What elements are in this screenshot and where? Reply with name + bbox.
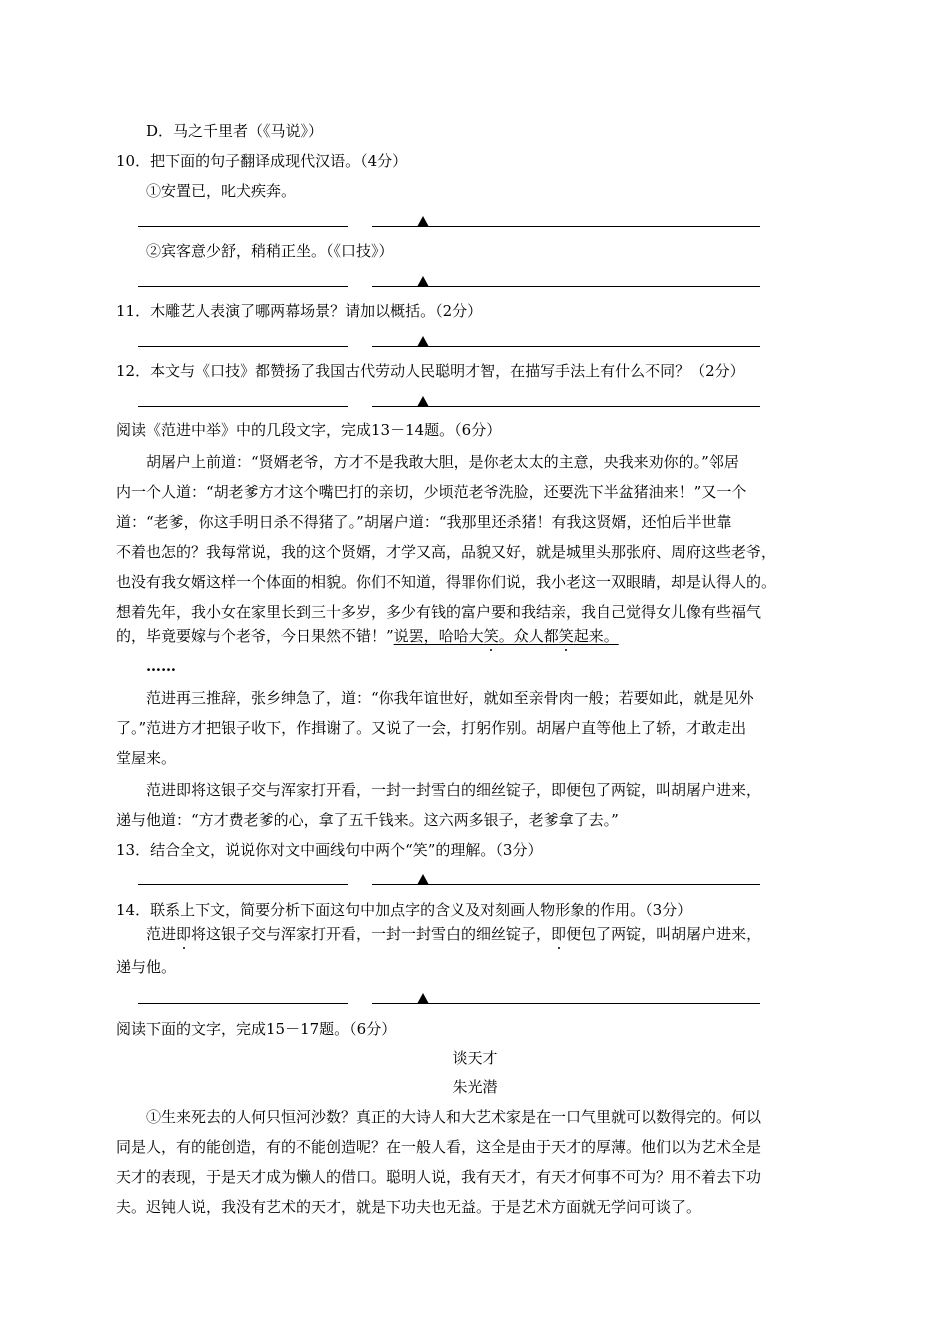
passage-line: 胡屠户上前道：“贤婿老爷，方才不是我敢大胆，是你老太太的主意，央我来劝你的。”邻居 xyxy=(146,453,739,471)
passage-line: 也没有我女婿这样一个体面的相貌。你们不知道，得罪你们说，我小老这一双眼睛，却是认得人的。 xyxy=(116,573,777,591)
passage-line xyxy=(116,626,619,646)
passage-line: 内一个人道：“胡老爹方才这个嘴巴打的亲切，少顷范老爷洗脸，还要洗下半盆猪油来！”又一个 xyxy=(116,483,747,501)
passage-line: 了。”范进方才把银子收下，作揖谢了。又说了一会，打躬作别。胡屠户直等他上了轿，才敢走出 xyxy=(116,719,747,737)
passage-line: 天才的表现，于是天才成为懒人的借口。聪明人说，我有天才，有天才何事不可为？用不着去下功 xyxy=(116,1168,762,1186)
answer-blank-13[interactable] xyxy=(138,869,760,887)
answer-blank-11[interactable] xyxy=(138,331,760,349)
dotted-char: 笑 xyxy=(558,627,574,645)
question-14-stem: 14．联系上下文，简要分析下面这句中加点字的含义及对刻画人物形象的作用。（3分） xyxy=(116,901,693,919)
answer-blank-12[interactable] xyxy=(138,391,760,409)
passage-line: 同是人，有的能创造，有的不能创造呢？在一般人看，这全是由于天才的厚薄。他们以为艺术全是 xyxy=(116,1138,762,1156)
underlined-sentence: 说罢，哈哈大笑。众人都笑起来。 xyxy=(393,627,619,645)
article-title: 谈天才 xyxy=(452,1049,498,1067)
passage-line: 范进再三推辞，张乡绅急了，道：“你我年谊世好，就如至亲骨肉一般；若要如此，就是见外 xyxy=(146,689,754,707)
answer-blank-14[interactable] xyxy=(138,988,760,1006)
question-10-sentence-1: ①安置已，叱犬疾奔。 xyxy=(146,182,297,200)
question-14-quote: 范进即将这银子交与浑家打开看，一封一封雪白的细丝锭子，即便包了两锭，叫胡屠户进来， xyxy=(146,925,762,943)
passage-line: 范进即将这银子交与浑家打开看，一封一封雪白的细丝锭子，即便包了两锭，叫胡屠户进来， xyxy=(146,781,762,799)
passage-line: 想着先年，我小女在家里长到三十多岁，多少有钱的富户要和我结亲，我自己觉得女儿像有些福气 xyxy=(116,603,762,621)
passage-line: ①生来死去的人何只恒河沙数？真正的大诗人和大艺术家是在一口气里就可以数得完的。何以 xyxy=(146,1108,762,1126)
option-d: D．马之千里者（《马说》） xyxy=(146,122,324,140)
question-13-stem: 13．结合全文，说说你对文中画线句中两个“笑”的理解。（3分） xyxy=(116,841,543,859)
passage-line: 堂屋来。 xyxy=(116,749,177,767)
ellipsis: …… xyxy=(146,657,176,675)
passage-line: 递与他道：“方才费老爹的心，拿了五千钱来。这六两多银子，老爹拿了去。” xyxy=(116,811,619,829)
passage-line: 夫。迟钝人说，我没有艺术的天才，就是下功夫也无益。于是艺术方面就无学问可谈了。 xyxy=(116,1198,702,1216)
question-10-sentence-2: ②宾客意少舒，稍稍正坐。（《口技》） xyxy=(146,242,394,260)
question-10-stem: 10．把下面的句子翻译成现代汉语。（4分） xyxy=(116,152,408,170)
question-12-stem: 12．本文与《口技》都赞扬了我国古代劳动人民聪明才智，在描写手法上有什么不同？（2分） xyxy=(116,362,745,380)
dotted-char: 即 xyxy=(176,925,192,943)
answer-blank-10-1[interactable] xyxy=(138,211,760,229)
question-14-quote-end: 递与他。 xyxy=(116,958,177,976)
article-author: 朱光潜 xyxy=(452,1078,498,1096)
passage-line: 道：“老爹，你这手明日杀不得猪了。”胡屠户道：“我那里还杀猪！有我这贤婿，还怕后半世靠 xyxy=(116,513,732,531)
reading-1-intro: 阅读《范进中举》中的几段文字，完成13－14题。（6分） xyxy=(116,421,502,439)
reading-2-intro: 阅读下面的文字，完成15－17题。（6分） xyxy=(116,1020,397,1038)
dotted-char: 笑 xyxy=(483,627,499,645)
passage-text: 的，毕竟要嫁与个老爷，今日果然不错！” xyxy=(116,627,394,645)
answer-blank-10-2[interactable] xyxy=(138,271,760,289)
passage-line: 不着也怎的？我每常说，我的这个贤婿，才学又高，品貌又好，就是城里头那张府、周府这些老爷， xyxy=(116,543,777,561)
dotted-char: 即 xyxy=(551,925,567,943)
question-11-stem: 11．木雕艺人表演了哪两幕场景？请加以概括。（2分） xyxy=(116,302,483,320)
